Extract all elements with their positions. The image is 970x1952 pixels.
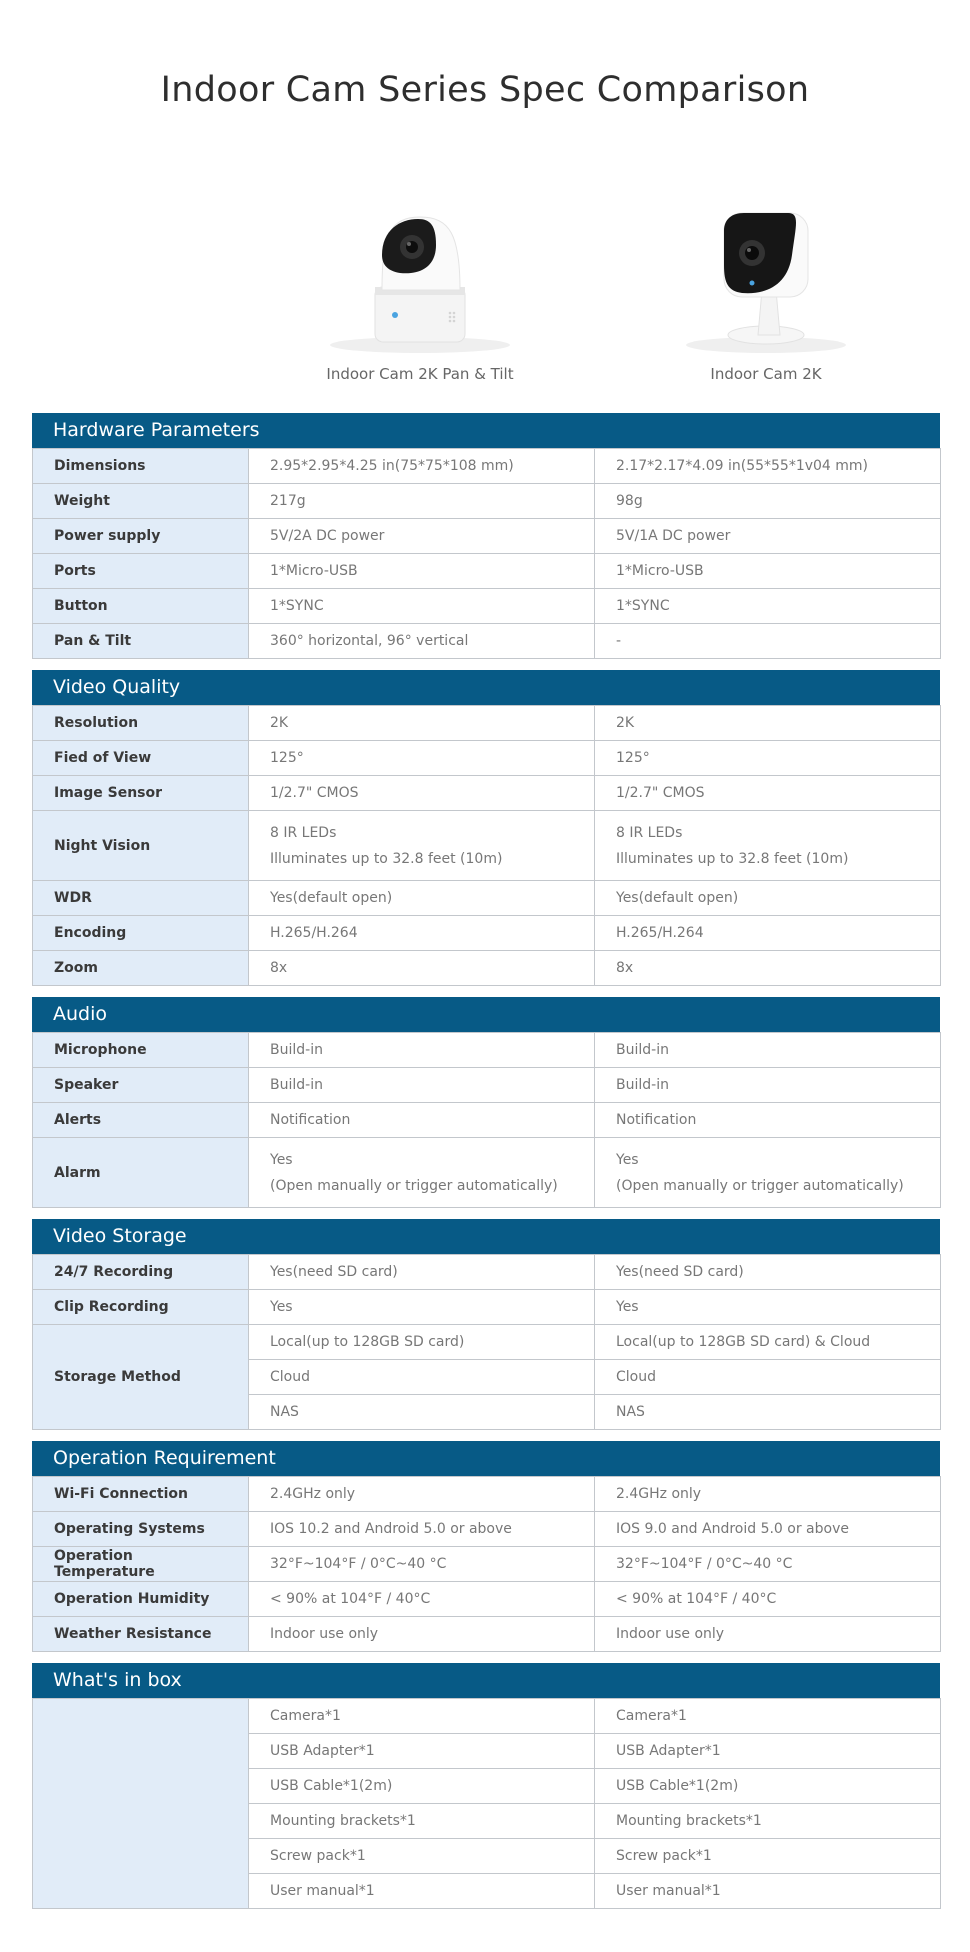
row-label: Resolution [33, 706, 249, 741]
row-label: Pan & Tilt [33, 624, 249, 659]
cell-cam-2k: 8x [595, 951, 941, 986]
cell-cam-2k [595, 1138, 941, 1208]
table-row [33, 1325, 941, 1360]
cell-cam-pan-tilt: Notification [249, 1103, 595, 1138]
cell-line: (Open manually or trigger automatically) [270, 1177, 558, 1194]
cell-cam-2k: Screw pack*1 [595, 1839, 941, 1874]
cell-cam-pan-tilt: Yes(need SD card) [249, 1255, 595, 1290]
cell-line: 8 IR LEDs [616, 824, 683, 841]
row-label: Operating Systems [33, 1512, 249, 1547]
cell-cam-2k [595, 811, 941, 881]
table-row [33, 951, 941, 986]
table-row [33, 776, 941, 811]
spec-table [32, 1032, 941, 1208]
cell-cam-pan-tilt: 1*Micro-USB [249, 554, 595, 589]
section-header: Audio [32, 997, 940, 1032]
cell-cam-pan-tilt: Screw pack*1 [249, 1839, 595, 1874]
product-pan-tilt [290, 195, 550, 383]
table-row [33, 1512, 941, 1547]
cell-cam-pan-tilt: 8x [249, 951, 595, 986]
row-label: WDR [33, 881, 249, 916]
cell-cam-2k: 125° [595, 741, 941, 776]
cell-cam-2k: Yes [595, 1290, 941, 1325]
cell-line: Yes [270, 1151, 293, 1168]
cell-cam-pan-tilt: IOS 10.2 and Android 5.0 or above [249, 1512, 595, 1547]
cell-line: Illuminates up to 32.8 feet (10m) [270, 850, 503, 867]
cell-cam-pan-tilt: 32°F~104°F / 0°C~40 °C [249, 1547, 595, 1582]
row-label [33, 1699, 249, 1909]
table-row [33, 1617, 941, 1652]
cell-cam-2k: IOS 9.0 and Android 5.0 or above [595, 1512, 941, 1547]
cell-cam-pan-tilt: < 90% at 104°F / 40°C [249, 1582, 595, 1617]
cell-cam-pan-tilt: NAS [249, 1395, 595, 1430]
cell-cam-pan-tilt [249, 811, 595, 881]
section-header: Video Quality [32, 670, 940, 705]
cell-cam-2k: Mounting brackets*1 [595, 1804, 941, 1839]
table-row [33, 811, 941, 881]
row-label: Ports [33, 554, 249, 589]
cell-cam-pan-tilt: 2.95*2.95*4.25 in(75*75*108 mm) [249, 449, 595, 484]
cell-cam-2k: Camera*1 [595, 1699, 941, 1734]
cell-cam-2k: 32°F~104°F / 0°C~40 °C [595, 1547, 941, 1582]
cell-cam-2k: 1*Micro-USB [595, 554, 941, 589]
cell-cam-2k: NAS [595, 1395, 941, 1430]
cell-cam-pan-tilt: Build-in [249, 1033, 595, 1068]
cell-cam-pan-tilt: USB Cable*1(2m) [249, 1769, 595, 1804]
cell-cam-pan-tilt: USB Adapter*1 [249, 1734, 595, 1769]
cell-cam-2k: USB Cable*1(2m) [595, 1769, 941, 1804]
table-row [33, 1255, 941, 1290]
cell-cam-pan-tilt: Local(up to 128GB SD card) [249, 1325, 595, 1360]
row-label: Storage Method [33, 1325, 249, 1430]
cell-cam-2k: - [595, 624, 941, 659]
cell-cam-pan-tilt: 1*SYNC [249, 589, 595, 624]
product-indoor [636, 195, 896, 383]
cell-cam-pan-tilt: H.265/H.264 [249, 916, 595, 951]
cell-cam-2k: Notification [595, 1103, 941, 1138]
cell-cam-pan-tilt: Build-in [249, 1068, 595, 1103]
spec-section [32, 1663, 940, 1909]
section-header: Operation Requirement [32, 1441, 940, 1476]
spec-table [32, 448, 941, 659]
cell-line: 8 IR LEDs [270, 824, 337, 841]
row-label: Zoom [33, 951, 249, 986]
cell-cam-2k: 98g [595, 484, 941, 519]
cell-cam-2k: Local(up to 128GB SD card) & Cloud [595, 1325, 941, 1360]
indoor-camera-image [666, 195, 866, 355]
row-label: Wi-Fi Connection [33, 1477, 249, 1512]
table-row [33, 706, 941, 741]
cell-cam-pan-tilt: Cloud [249, 1360, 595, 1395]
spec-table [32, 1476, 941, 1652]
table-row [33, 1103, 941, 1138]
table-row [33, 449, 941, 484]
row-label: Clip Recording [33, 1290, 249, 1325]
table-row [33, 1477, 941, 1512]
row-label: Image Sensor [33, 776, 249, 811]
table-row [33, 1547, 941, 1582]
row-label: Operation Humidity [33, 1582, 249, 1617]
cell-line: Yes [616, 1151, 639, 1168]
cell-cam-2k: Build-in [595, 1068, 941, 1103]
cell-cam-2k: Cloud [595, 1360, 941, 1395]
row-label: Weight [33, 484, 249, 519]
table-row [33, 1290, 941, 1325]
cell-cam-pan-tilt: Mounting brackets*1 [249, 1804, 595, 1839]
cell-cam-pan-tilt: 5V/2A DC power [249, 519, 595, 554]
row-label: Night Vision [33, 811, 249, 881]
cell-cam-2k: 2.4GHz only [595, 1477, 941, 1512]
table-row [33, 916, 941, 951]
spec-section [32, 670, 940, 986]
cell-cam-2k: User manual*1 [595, 1874, 941, 1909]
cell-cam-2k: Yes(need SD card) [595, 1255, 941, 1290]
row-label: Button [33, 589, 249, 624]
row-label: Alerts [33, 1103, 249, 1138]
cell-cam-pan-tilt: 125° [249, 741, 595, 776]
table-row [33, 881, 941, 916]
row-label: Weather Resistance [33, 1617, 249, 1652]
table-row [33, 554, 941, 589]
row-label: 24/7 Recording [33, 1255, 249, 1290]
cell-cam-2k: < 90% at 104°F / 40°C [595, 1582, 941, 1617]
spec-section [32, 1441, 940, 1652]
cell-cam-2k: 5V/1A DC power [595, 519, 941, 554]
cell-cam-pan-tilt: User manual*1 [249, 1874, 595, 1909]
cell-cam-pan-tilt: 1/2.7" CMOS [249, 776, 595, 811]
row-label: Dimensions [33, 449, 249, 484]
cell-cam-2k: Yes(default open) [595, 881, 941, 916]
cell-cam-pan-tilt [249, 1138, 595, 1208]
cell-cam-pan-tilt: Yes [249, 1290, 595, 1325]
table-row [33, 624, 941, 659]
cell-cam-pan-tilt: Camera*1 [249, 1699, 595, 1734]
row-label: Speaker [33, 1068, 249, 1103]
cell-cam-pan-tilt: 2.4GHz only [249, 1477, 595, 1512]
table-row [33, 1033, 941, 1068]
cell-cam-pan-tilt: 360° horizontal, 96° vertical [249, 624, 595, 659]
page-title: Indoor Cam Series Spec Comparison [160, 70, 810, 110]
table-row [33, 519, 941, 554]
section-header: Video Storage [32, 1219, 940, 1254]
spec-section [32, 413, 940, 659]
cell-cam-2k: USB Adapter*1 [595, 1734, 941, 1769]
row-label: Power supply [33, 519, 249, 554]
table-row [33, 484, 941, 519]
product-name: Indoor Cam 2K [710, 365, 822, 383]
cell-line: (Open manually or trigger automatically) [616, 1177, 904, 1194]
cell-cam-pan-tilt: Yes(default open) [249, 881, 595, 916]
spec-table [32, 705, 941, 986]
product-name: Indoor Cam 2K Pan & Tilt [326, 365, 514, 383]
cell-cam-pan-tilt: 2K [249, 706, 595, 741]
cell-cam-2k: 2K [595, 706, 941, 741]
cell-cam-2k: 1*SYNC [595, 589, 941, 624]
cell-cam-2k: Build-in [595, 1033, 941, 1068]
cell-cam-2k: 1/2.7" CMOS [595, 776, 941, 811]
spec-section [32, 997, 940, 1208]
spec-table [32, 1698, 941, 1909]
cell-cam-2k: Indoor use only [595, 1617, 941, 1652]
table-row [33, 1138, 941, 1208]
row-label: Fied of View [33, 741, 249, 776]
cell-line: Illuminates up to 32.8 feet (10m) [616, 850, 849, 867]
row-label: Operation Temperature [33, 1547, 249, 1582]
cell-cam-pan-tilt: 217g [249, 484, 595, 519]
pan-tilt-camera-image [320, 195, 520, 355]
cell-cam-2k: H.265/H.264 [595, 916, 941, 951]
table-row [33, 1699, 941, 1734]
spec-table [32, 1254, 941, 1430]
row-label: Alarm [33, 1138, 249, 1208]
table-row [33, 1068, 941, 1103]
section-header: What's in box [32, 1663, 940, 1698]
row-label: Encoding [33, 916, 249, 951]
table-row [33, 589, 941, 624]
section-header: Hardware Parameters [32, 413, 940, 448]
spec-section [32, 1219, 940, 1430]
table-row [33, 1582, 941, 1617]
cell-cam-pan-tilt: Indoor use only [249, 1617, 595, 1652]
table-row [33, 741, 941, 776]
cell-cam-2k: 2.17*2.17*4.09 in(55*55*1v04 mm) [595, 449, 941, 484]
spec-comparison-table [32, 413, 940, 1920]
row-label: Microphone [33, 1033, 249, 1068]
